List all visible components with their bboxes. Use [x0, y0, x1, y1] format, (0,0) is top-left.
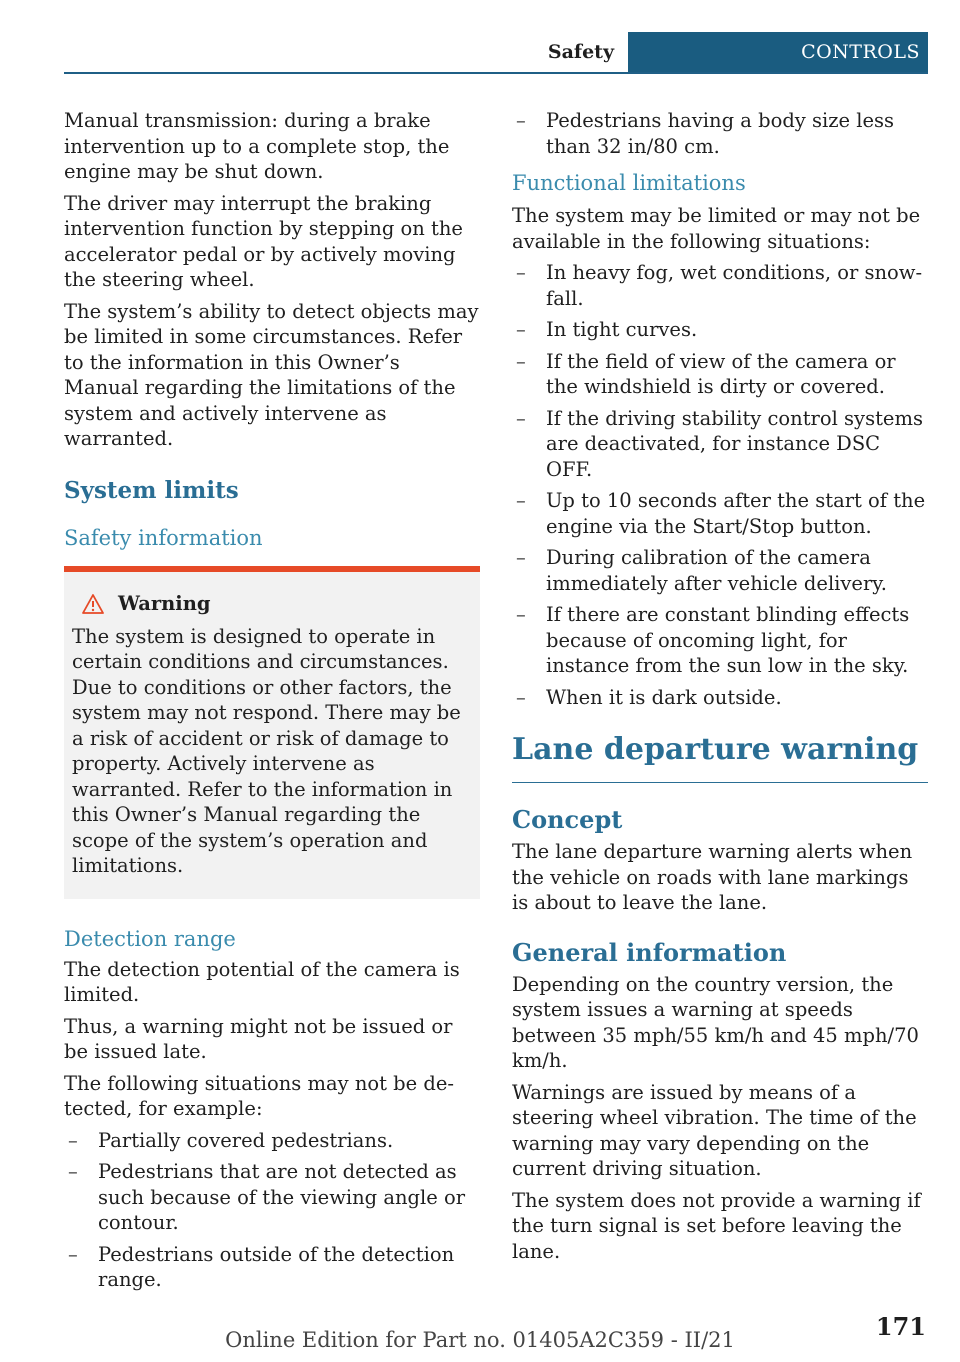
list-item: – Up to 10 seconds after the start of the engine via the Start/Stop button. — [516, 489, 926, 538]
page-number: 171 — [875, 1312, 926, 1341]
detection-range-heading: Detection range — [64, 926, 236, 951]
list-item: – During calibration of the camera immediately after vehicle delivery. — [516, 546, 887, 595]
paragraph: Depending on the country version, the system issues a warning at speeds between 35 mph/55 km/h and 45 mph/70 km/h. — [512, 972, 919, 1072]
paragraph: Manual transmission: during a brake intervention up to a complete stop, the engine may be shut down. — [64, 109, 450, 183]
warning-title — [72, 592, 472, 616]
page-header — [64, 32, 928, 74]
list-item: – Pedestrians having a body size less than 32 in/80 cm. — [516, 109, 895, 158]
paragraph: The system may be limited or may not be available in the following situations: — [512, 204, 921, 253]
list-item: – Pedestrians outside of the detection range. — [68, 1242, 455, 1291]
paragraph: The lane departure warning alerts when the vehicle on roads with lane markings is about to leave the lane. — [512, 840, 913, 914]
warning-box — [64, 566, 480, 899]
header-section-title: Safety — [547, 41, 614, 63]
warning-title-text: Warning — [118, 591, 211, 615]
right-column — [512, 108, 928, 1270]
detection-list — [64, 1128, 480, 1293]
list-item: – In heavy fog, wet conditions, or snowfall. — [516, 261, 923, 310]
lane-departure-warning-heading: Lane departure warning — [512, 730, 928, 783]
paragraph: The detection potential of the camera is limited. — [64, 957, 460, 1006]
list-item: – If the driving stability control systems are deactivated, for instance DSC OFF. — [516, 406, 923, 481]
left-column — [64, 108, 480, 1299]
safety-information-heading: Safety information — [64, 525, 263, 550]
warning-triangle-icon — [82, 594, 104, 614]
warning-text: The system is designed to operate in certain conditions and circumstances. Due to conditions or other factors, the system may not respond. There may be a risk of accident or risk of damage to property. Actively intervene as warranted. Refer to the information in this Owner’s Manual regarding the scope of the system’s operation and limitations. — [72, 624, 461, 877]
list-item: – In tight curves. — [516, 318, 698, 341]
system-limits-heading: System limits — [64, 476, 239, 504]
paragraph: The system’s ability to detect objects may be limited in some circumstances. Refer to the information in this Owner’s Manual regarding the limitations of the system and actively intervene as warranted. — [64, 299, 479, 450]
general-information-heading: General information — [512, 937, 787, 967]
list-item: – If there are constant blinding effects because of oncoming light, for instance from the sun low in the sky. — [516, 603, 910, 677]
paragraph: Thus, a warning might not be issued or be issued late. — [64, 1014, 453, 1063]
list-item: – Partially covered pedestrians. — [68, 1128, 394, 1152]
list-item: – When it is dark outside. — [516, 685, 782, 709]
list-item: – Pedestrians that are not detected as such because of the viewing angle or contour. — [68, 1160, 466, 1234]
functional-limitations-heading: Functional limitations — [512, 171, 746, 195]
paragraph: The system does not provide a warning if the turn signal is set before leaving the lane. — [512, 1188, 921, 1263]
header-chapter-tab: CONTROLS — [628, 32, 928, 72]
functional-limitations-list — [512, 260, 928, 710]
concept-heading: Concept — [512, 805, 623, 834]
paragraph: The driver may interrupt the braking intervention function by stepping on the accelerator pedal or by actively moving the steering wheel. — [64, 191, 463, 291]
list-item: – If the field of view of the camera or the windshield is dirty or covered. — [516, 349, 896, 398]
paragraph: Warnings are issued by means of a steering wheel vibration. The time of the warning may vary depending on the current driving situation. — [512, 1080, 917, 1180]
detection-list-continued — [512, 108, 928, 159]
paragraph: The following situations may not be detected, for example: — [64, 1071, 454, 1120]
edition-footer: Online Edition for Part no. 01405A2C359 - II/21 — [225, 1328, 735, 1352]
